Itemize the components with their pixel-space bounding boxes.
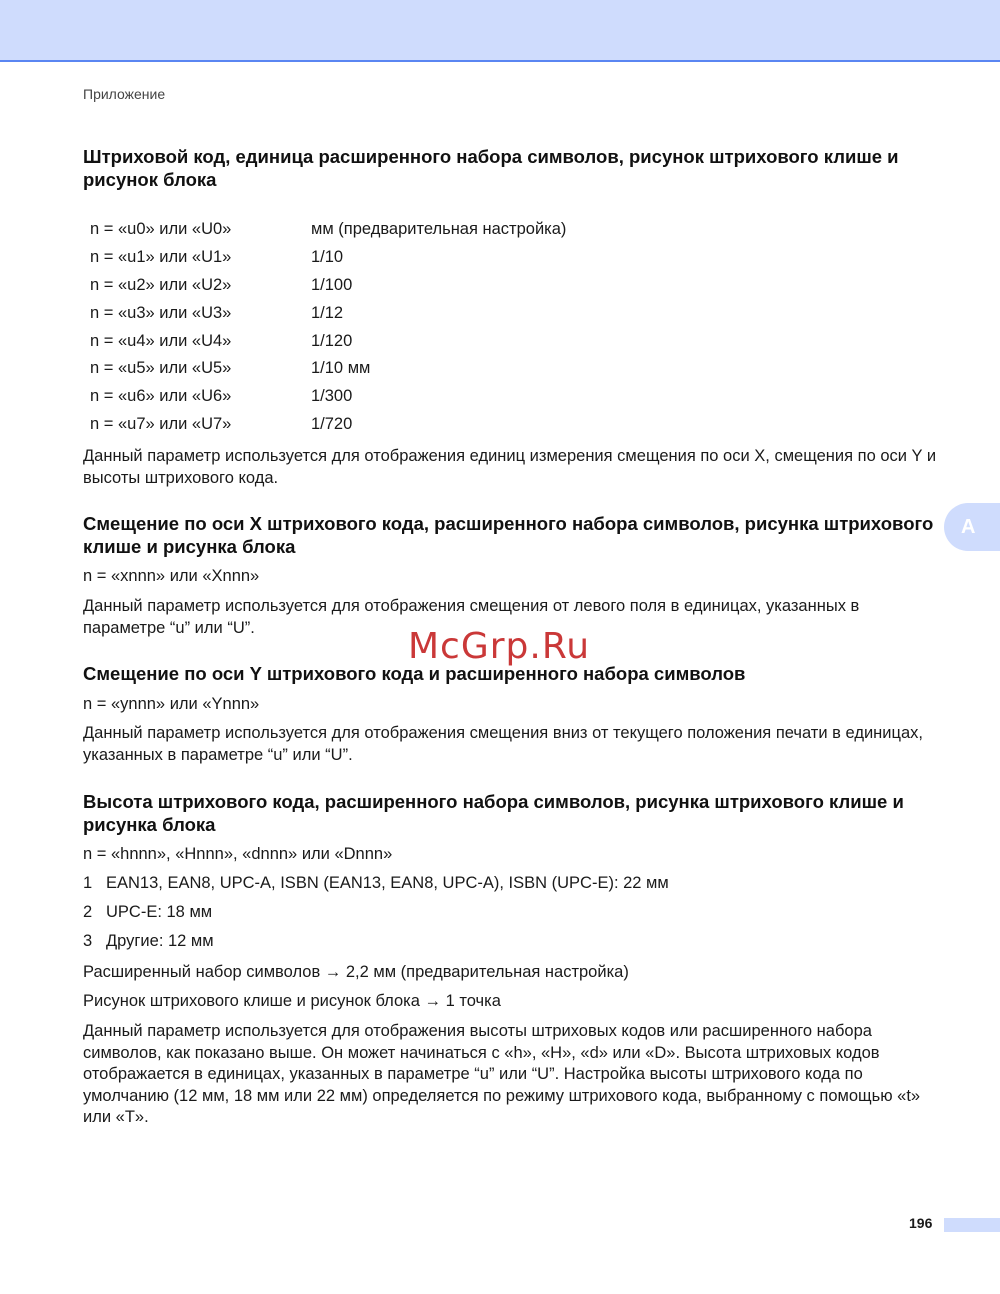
offset-x-description: Данный параметр используется для отображения смещения от левого поля в единицах, указанных в параметре “u” или “U”. [83,597,860,637]
unit-code: n = «u3» или «U3» [90,303,232,322]
height-param: n = «hnnn», «Hnnn», «dnnn» или «Dnnn» [83,845,393,863]
height-item-2 [83,903,212,922]
unit-row [90,216,566,244]
offset-y-heading: Смещение по оси Y штрихового кода и расширенного набора символов [83,663,746,684]
unit-row [90,244,566,272]
unit-row [90,383,566,411]
unit-row [90,272,566,300]
offset-y-param: n = «ynnn» или «Ynnn» [83,695,260,713]
offset-x-heading: Смещение по оси X штрихового кода, расширенного набора символов, рисунка штрихового клише и рисунка блока [83,513,934,557]
unit-code: n = «u5» или «U5» [90,359,232,378]
section-label: Приложение [83,86,166,102]
page-number: 196 [909,1215,933,1231]
unit-value: 1/10 мм [311,359,371,378]
header-rule [0,60,1000,62]
height-item-3 [83,932,214,951]
unit-value: 1/300 [311,387,353,406]
unit-code: n = «u2» или «U2» [90,275,232,294]
unit-value: мм (предварительная настройка) [311,220,567,239]
units-table [90,216,566,438]
unit-value: 1/100 [311,275,353,294]
height-description: Данный параметр используется для отображения высоты штриховых кодов или расширенного набора символов, как показано выше. Он может начинаться с «h», «H», «d» или «D». Высота штриховых кодов отображается в единицах, указанных в параметре “u” или “U”. Настройка высоты штрихового кода по умолчанию (12 мм, 18 мм или 22 мм) определяется по режиму штрихового кода, выбранному с помощью «t» или «T». [83,1022,921,1126]
height-item-text: EAN13, EAN8, UPC-A, ISBN (EAN13, EAN8, UPC-A), ISBN (UPC-E): 22 мм [106,874,669,892]
chapter-tab-letter: A [961,515,976,538]
unit-value: 1/10 [311,248,344,267]
chapter-tab [944,503,1000,551]
height-item-number: 2 [83,903,93,921]
extended-charset-line: Расширенный набор символов → 2,2 мм (предварительная настройка) [83,963,629,981]
unit-code: n = «u1» или «U1» [90,248,232,267]
unit-row [90,355,566,383]
offset-x-param: n = «xnnn» или «Xnnn» [83,567,260,585]
height-item-number: 3 [83,932,93,950]
pattern-block-line: Рисунок штрихового клише и рисунок блока → 1 точка [83,992,501,1010]
height-item-text: UPC-E: 18 мм [106,903,213,921]
unit-code: n = «u7» или «U7» [90,414,232,433]
unit-row [90,327,566,355]
watermark: McGrp.Ru [408,626,591,667]
height-heading: Высота штрихового кода, расширенного набора символов, рисунка штрихового клише и рисунка блока [83,791,904,835]
offset-y-description: Данный параметр используется для отображения смещения вниз от текущего положения печати в единицах, указанных в параметре “u” или “U”. [83,724,923,764]
unit-value: 1/720 [311,414,353,433]
unit-value: 1/120 [311,331,353,350]
unit-row [90,299,566,327]
unit-code: n = «u6» или «U6» [90,387,232,406]
units-heading: Штриховой код, единица расширенного набора символов, рисунок штрихового клише и рисунок блока [83,146,899,190]
height-item-text: Другие: 12 мм [106,932,214,950]
header-band [0,0,1000,60]
height-item-number: 1 [83,874,93,892]
unit-code: n = «u4» или «U4» [90,331,232,350]
unit-row [90,411,566,439]
unit-value: 1/12 [311,303,344,322]
unit-code: n = «u0» или «U0» [90,220,232,239]
height-item-1 [83,874,669,893]
page-number-bar [944,1218,1000,1232]
units-description: Данный параметр используется для отображения единиц измерения смещения по оси X, смещения по оси Y и высоты штрихового кода. [83,447,937,487]
